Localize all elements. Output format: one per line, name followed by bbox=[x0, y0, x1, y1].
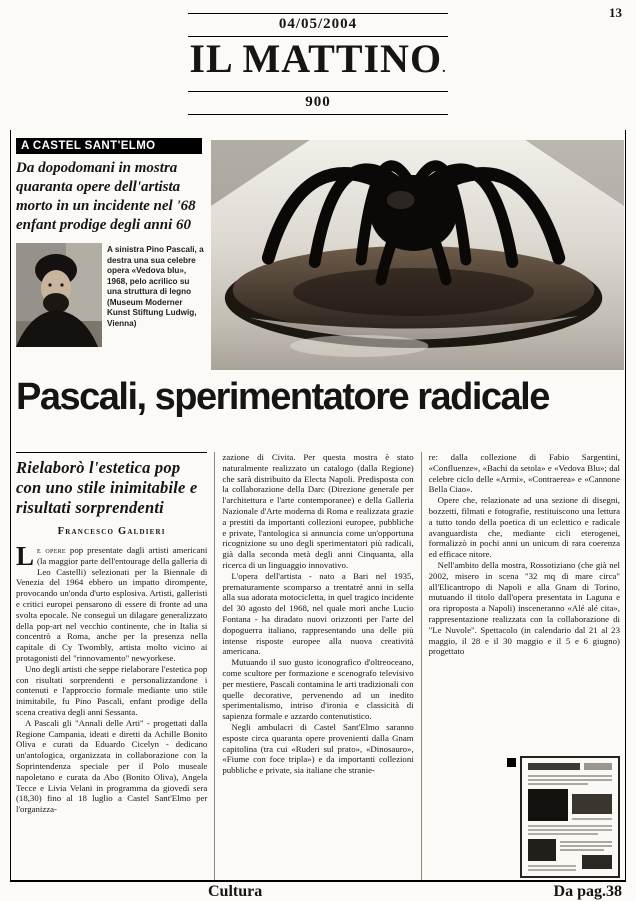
lead-paragraph bbox=[16, 541, 208, 664]
page-number: 13 bbox=[609, 5, 622, 20]
paragraph: Negli ambulacri di Castel Sant'Elmo saranno esposte circa quaranta opere provenienti dalla Gnam capitolina (tra cui «Ruderi sul prato», «Dinosauro», «Fiume con foce tripla») e da importanti collezioni pubbliche e private, sia italiane che stranie- bbox=[222, 721, 414, 776]
page-reference: Da pag.38 bbox=[553, 883, 622, 900]
body-column-3 bbox=[421, 452, 620, 880]
paragraph: Opere che, relazionate ad una sezione di disegni, bozzetti, filmati e fotografie, restituiscono una lettura a tutto tondo della poetica di un eclettico e radicale avanguardista che, mediante cicli eterogenei, formalizzò in pochi anni un unicum di rara coerenza ed efficace nitore. bbox=[428, 495, 620, 560]
body-column-2 bbox=[214, 452, 420, 880]
portrait-image bbox=[16, 243, 102, 347]
thumbnail-marker bbox=[507, 758, 516, 767]
masthead-text: IL MATTINO bbox=[189, 36, 443, 81]
paragraph: zazione di Civita. Per questa mostra è stato naturalmente realizzato un catalogo (dalla Regione) che sarà distribuito da Electa Napoli. Predisposta con la collaborazione della Darc (Direzione generale per l'architettura e l'arte contemporanee) e della Galleria Nazionale d'Arte moderna di Roma e realizzata grazie a prestiti da importanti collezioni europee, pubbliche e private, l'antologica si annuncia come un'opportuna ricognizione su uno degli sperimentatori più radicali, già dalla seconda metà degli anni Cinquanta, alla ricerca di un linguaggio innovativo. bbox=[222, 452, 414, 570]
paragraph: L'opera dell'artista - nato a Bari nel 1935, prematuramente scomparso a trentatré anni in sella alla sua adorata motocicletta, in quel tragico incidente del 30 agosto del 1968, nel quale morì anche Lucio Fontana - ha diradato nuovi orizzonti per l'arte del dopoguerra italiano, rappresentando una delle più intense risposte europee alla nuova creatività americana. bbox=[222, 570, 414, 657]
section-label: Cultura bbox=[208, 883, 263, 900]
paragraph: A Pascali gli "Annali delle Arti" - progettati dalla Regione Campania, ideati e diretti da Achille Bonito Oliva e curati da Eduardo Cicelyn - dedicano un'antologica, organizzata in collaborazione con la Soprintendenza speciale per il Polo museale napoletano e curata da Abo (Bonito Oliva), Angela Tecce e Livia Velani in programma da giovedì sera (18,30) fino al 18 luglio a Castel Sant'Elmo per l'organizza- bbox=[16, 717, 208, 815]
byline: Francesco Galdieri bbox=[57, 526, 166, 537]
masthead-title bbox=[188, 37, 448, 91]
paragraph: Nell'ambito della mostra, Rossotiziano (che già nel 2002, misero in scena "32 mq di mare circa" all'Elicantropo di Napoli e alla Gnam di Torino, mutuando il titolo dall'opera presentata in Laguna e ora riproposta a Napoli) insceneranno «Alé alé cita», rappresentazione realizzata con la collaborazione di "Le Nuvole". Spettacolo (in calendario dal 21 al 23 maggio, il 28 e il 30 maggio e il 5 e 6 giugno) progettato bbox=[428, 559, 620, 657]
kicker-bar: A CASTEL SANT'ELMO bbox=[16, 138, 202, 154]
edition-number: 900 bbox=[305, 94, 331, 110]
deck: Rielaborò l'estetica pop con uno stile inimitabile e risultati sorprendenti bbox=[16, 458, 198, 517]
lead-smallcaps: e opere bbox=[37, 545, 66, 555]
drop-cap: L bbox=[16, 541, 35, 571]
photo-caption: A sinistra Pino Pascali, a destra una sua celebre opera «Vedova blu», 1968, pelo acrilico su una struttura di legno (Museum Moderner Kunst Stiftung Ludwig, Vienna) bbox=[107, 245, 204, 328]
issue-date: 04/05/2004 bbox=[278, 16, 358, 32]
spider-sculpture-image bbox=[211, 140, 624, 370]
header-rule bbox=[188, 114, 448, 115]
article-columns bbox=[16, 452, 620, 880]
masthead-block bbox=[188, 13, 448, 115]
page-frame bbox=[10, 130, 626, 882]
portrait-photo bbox=[16, 243, 102, 347]
standfirst: Da dopodomani in mostra quaranta opere dell'artista morto in un incidente nel '68 enfant prodige degli anni 60 bbox=[16, 160, 196, 233]
page-footer bbox=[10, 883, 626, 900]
lead-text: pop presentate dagli artisti americani (la maggior parte dell'entourage della galleria di Leo Castelli) selezionati per la Biennale di Venezia del 1964 ebbero un impatto dirompente, provocando un'onda d'urto esplosiva. Artisti, galleristi e critici europei pensarono di essere di fronte ad una svolta epocale. Ne conseguì un dilagare generalizzato della pop-art nel vecchio continente, che in Italia si concentrò a Roma, anche per la presenza nella capitale di Cy Twombly, artista molto vicino ai protagonisti del "rinnovamento" newyorkese. bbox=[16, 545, 208, 663]
paragraph: re: dalla collezione di Fabio Sargentini, «Confluenze», «Bachi da setola» e «Vedova Blu»; dal celebre ciclo delle «Armi», «Contraerea» e «Cannone Bella Ciao». bbox=[428, 452, 620, 495]
intro-column bbox=[16, 138, 206, 347]
artwork-photo bbox=[211, 140, 624, 370]
masthead-mark: . bbox=[442, 61, 447, 76]
thumbnail-image bbox=[520, 756, 620, 878]
photo-row bbox=[16, 243, 206, 347]
body-column-1 bbox=[16, 452, 214, 880]
deck-rule bbox=[16, 452, 207, 453]
headline: Pascali, sperimentatore radicale bbox=[16, 376, 549, 418]
paragraph: Mutuando il suo gusto iconografico d'oltreoceano, come scultore per formazione e scenografo televisivo per mestiere, Pascali contamina le arti tradizionali con quelle decorative, pervenendo ad un inedito sperimentalismo, intriso d'ironia e classicità di sapienza formale e azzardo contenutistico. bbox=[222, 657, 414, 722]
newspaper-page-thumbnail bbox=[520, 756, 620, 878]
thumbnail-row bbox=[429, 756, 620, 878]
paragraph: Uno degli artisti che seppe rielaborare l'estetica pop con risultati sorprendenti e personalizzandone i contenuti e l'approccio formale mediante uno stile inimitabile, fu Pino Pascali, enfant prodige della scena creativa degli anni Sessanta. bbox=[16, 663, 208, 717]
